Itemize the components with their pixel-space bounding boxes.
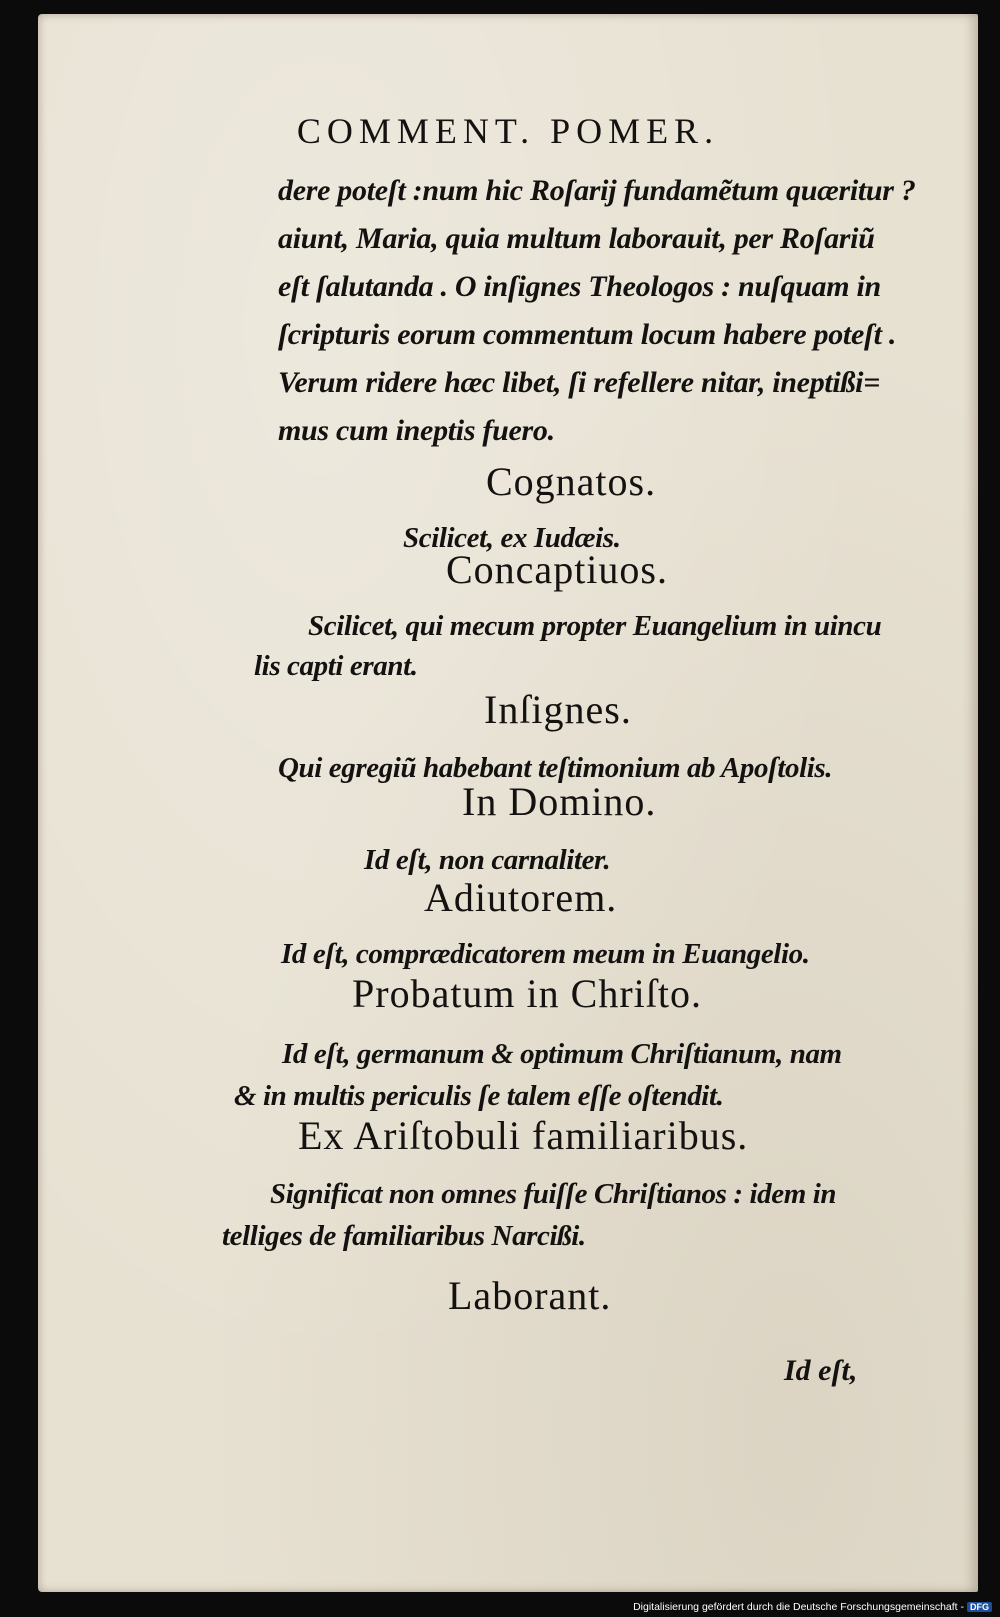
gloss-line: telliges de familiaribus Narcißi. (222, 1220, 586, 1252)
gloss-line: Scilicet, ex Iudæis. (403, 522, 621, 554)
gloss-line: Scilicet, qui mecum propter Euangelium in uincu (308, 610, 882, 642)
lemma-heading: Inſignes. (484, 687, 632, 732)
dfg-logo: DFG (967, 1602, 992, 1612)
gloss-line: lis capti erant. (254, 650, 418, 682)
lemma-heading: In Domino. (462, 779, 657, 824)
lemma-heading: Concaptiuos. (446, 547, 668, 592)
gloss-line: Qui egregiũ habebant teſtimonium ab Apoſtolis. (278, 752, 833, 784)
gloss-line: Significat non omnes fuiſſe Chriſtianos : idem in (270, 1178, 837, 1210)
lemma-heading: Ex Ariſtobuli familiaribus. (298, 1113, 749, 1158)
lemma-heading: Adiutorem. (424, 875, 618, 920)
gloss-line: Id eſt, comprædicatorem meum in Euangelio. (281, 938, 810, 970)
gloss-line: & in multis periculis ſe talem eſſe oſtendit. (234, 1080, 724, 1112)
gloss-line: Id eſt, germanum & optimum Chriſtianum, nam (282, 1038, 842, 1070)
paragraph-line: dere poteſt :num hic Roſarij fundamẽtum quæritur ? (278, 174, 916, 207)
digitization-credit (0, 1601, 1000, 1613)
paragraph-line: mus cum ineptis fuero. (278, 414, 555, 447)
paragraph-line: aiunt, Maria, quia multum laborauit, per Roſariũ (278, 222, 875, 255)
gloss-line: Id eſt, non carnaliter. (364, 844, 611, 876)
lemma-heading: Cognatos. (486, 459, 657, 504)
credit-text: Digitalisierung gefördert durch die Deutsche Forschungsgemeinschaft - (633, 1601, 964, 1613)
running-header: COMMENT. POMER. (296, 111, 720, 151)
lemma-heading: Probatum in Chriſto. (352, 971, 702, 1016)
catchword: Id eſt, (784, 1354, 858, 1387)
lemma-heading: Laborant. (448, 1273, 612, 1318)
paragraph-line: ſcripturis eorum commentum locum habere poteſt . (278, 318, 897, 351)
book-page (38, 14, 978, 1592)
paragraph-line: eſt ſalutanda . O inſignes Theologos : nuſquam in (278, 270, 881, 303)
paragraph-line: Verum ridere hæc libet, ſi refellere nitar, ineptißi= (278, 366, 881, 399)
